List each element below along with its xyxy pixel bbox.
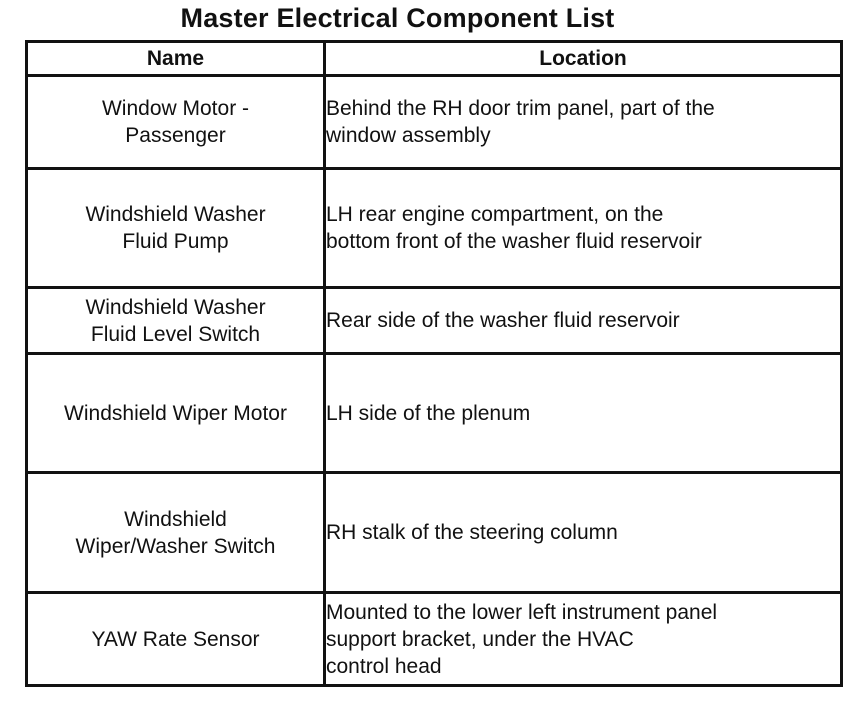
component-location-line: LH rear engine compartment, on the <box>326 203 664 226</box>
component-name <box>27 76 325 169</box>
table-row <box>27 473 842 593</box>
component-name-line: Fluid Pump <box>122 230 229 253</box>
component-name <box>27 473 325 593</box>
component-name-line: YAW Rate Sensor <box>91 627 260 651</box>
component-location-line: Behind the RH door trim panel, part of the <box>326 97 715 120</box>
component-name <box>27 169 325 288</box>
component-name-line: Windshield Wiper Motor <box>64 401 287 425</box>
component-name-line: Window Motor - <box>101 97 250 120</box>
table-row <box>27 288 842 354</box>
component-location-line: control head <box>326 654 442 678</box>
component-name-line: Passenger <box>125 124 226 147</box>
component-location <box>325 354 842 473</box>
component-location <box>325 593 842 686</box>
component-table <box>25 40 843 687</box>
component-name-line: Windshield Washer <box>85 295 266 319</box>
component-name-line: Fluid Level Switch <box>90 322 261 346</box>
table-row <box>27 354 842 473</box>
table-row <box>27 76 842 169</box>
component-location-line: Rear side of the washer fluid reservoir <box>326 309 680 332</box>
table-row <box>27 593 842 686</box>
component-location <box>325 169 842 288</box>
column-header-name: Name <box>27 42 325 76</box>
component-location-line: LH side of the plenum <box>326 401 531 425</box>
component-location-line: bottom front of the washer fluid reservoir <box>326 230 702 253</box>
component-location-line: window assembly <box>326 124 491 147</box>
page-title: Master Electrical Component List <box>180 3 615 33</box>
table-row <box>27 169 842 288</box>
header-row <box>27 42 842 76</box>
component-name-line: Wiper/Washer Switch <box>75 534 276 558</box>
component-location <box>325 473 842 593</box>
component-name-line: Windshield <box>124 507 227 531</box>
component-location-line: Mounted to the lower left instrument panel <box>326 600 718 624</box>
component-location-line: support bracket, under the HVAC <box>326 627 634 651</box>
component-name <box>27 354 325 473</box>
component-location <box>325 288 842 354</box>
component-name <box>27 593 325 686</box>
component-location <box>325 76 842 169</box>
component-location-line: RH stalk of the steering column <box>326 521 618 544</box>
component-name-line: Windshield Washer <box>85 203 266 226</box>
column-header-location: Location <box>325 42 842 76</box>
component-name <box>27 288 325 354</box>
